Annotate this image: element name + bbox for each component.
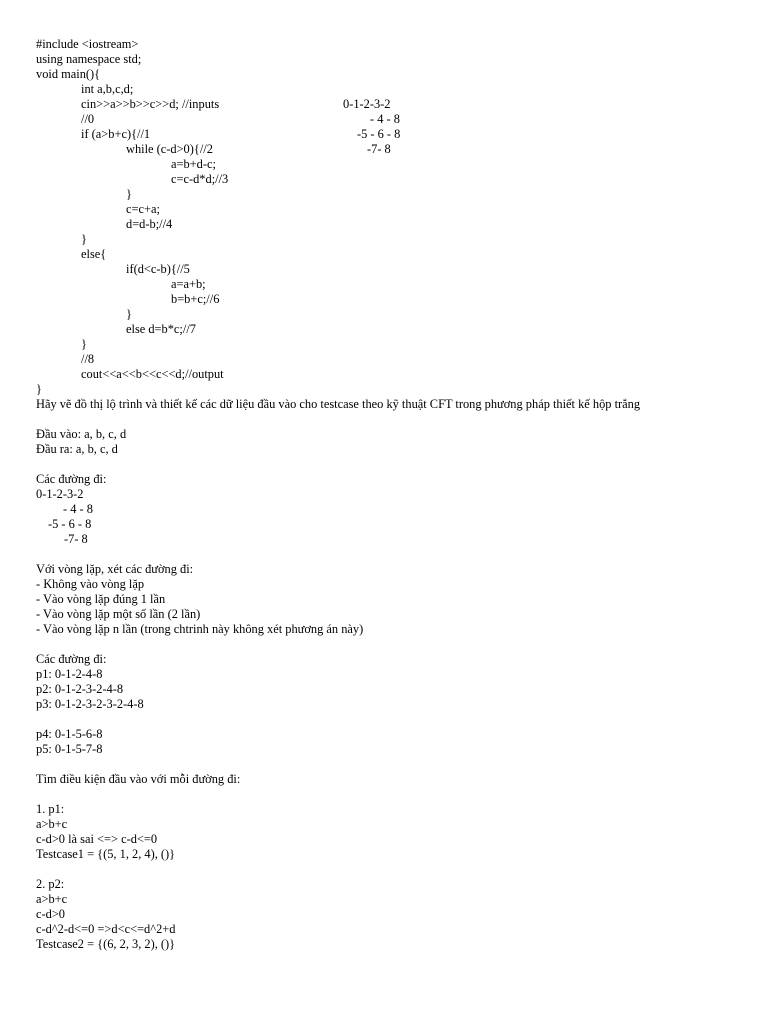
code-line-comment-0: //0 — [81, 112, 95, 126]
code-line-while-body-2: c=c-d*d;//3 — [171, 172, 229, 186]
graph-line-1: 0-1-2-3-2 — [36, 487, 84, 501]
code-line-using: using namespace std; — [36, 52, 142, 66]
code-line-while-body-1: a=b+d-c; — [171, 157, 216, 171]
code-line-if2-body-1: a=a+b; — [171, 277, 206, 291]
code-line-if-close: } — [81, 232, 87, 246]
code-line-main-open: void main(){ — [36, 67, 101, 81]
testcase2-title: 2. p2: — [36, 877, 65, 891]
code-line-if2: if(d<c-b){//5 — [126, 262, 190, 276]
code-line-main-close: } — [36, 382, 42, 396]
side-path-line-4: -7- 8 — [367, 142, 391, 156]
code-line-comment-8: //8 — [81, 352, 95, 366]
output-line: Đầu ra: a, b, c, d — [36, 442, 118, 456]
code-line-cout: cout<<a<<b<<c<<d;//output — [81, 367, 224, 381]
testcase1-title: 1. p1: — [36, 802, 65, 816]
paths-heading: Các đường đi: — [36, 472, 107, 486]
path-p5: p5: 0-1-5-7-8 — [36, 742, 103, 756]
testcase1-condition-2: c-d>0 là sai <=> c-d<=0 — [36, 832, 158, 846]
code-line-if2-close: } — [126, 307, 132, 321]
code-line-while: while (c-d>0){//2 — [126, 142, 213, 156]
graph-line-2: - 4 - 8 — [63, 502, 93, 516]
code-line-else-close: } — [81, 337, 87, 351]
testcase2-value: Testcase2 = {(6, 2, 3, 2), ()} — [36, 937, 176, 951]
loop-heading: Với vòng lặp, xét các đường đi: — [36, 562, 194, 576]
code-line-include: #include <iostream> — [36, 37, 139, 51]
conditions-heading: Tìm điều kiện đầu vào với mỗi đường đi: — [36, 772, 241, 786]
loop-case-2: - Vào vòng lặp đúng 1 lần — [36, 592, 166, 606]
code-line-else2: else d=b*c;//7 — [126, 322, 196, 336]
path-p3: p3: 0-1-2-3-2-3-2-4-8 — [36, 697, 144, 711]
path-p4: p4: 0-1-5-6-8 — [36, 727, 103, 741]
side-path-line-1: 0-1-2-3-2 — [343, 97, 391, 111]
code-line-decl: int a,b,c,d; — [81, 82, 134, 96]
testcase1-value: Testcase1 = {(5, 1, 2, 4), ()} — [36, 847, 176, 861]
task-statement: Hãy vẽ đồ thị lộ trình và thiết kế các dữ liệu đầu vào cho testcase theo kỹ thuật CFT trong phương pháp thiết kế hộp trắng — [36, 397, 641, 411]
testcase2-condition-1: a>b+c — [36, 892, 68, 906]
testcase2-condition-2: c-d>0 — [36, 907, 66, 921]
loop-case-4: - Vào vòng lặp n lần (trong chtrinh này không xét phương án này) — [36, 622, 364, 636]
path-p1: p1: 0-1-2-4-8 — [36, 667, 103, 681]
code-line-stmt-2: d=d-b;//4 — [126, 217, 173, 231]
code-line-cin: cin>>a>>b>>c>>d; //inputs — [81, 97, 220, 111]
paths-list-heading: Các đường đi: — [36, 652, 107, 666]
testcase2-condition-3: c-d^2-d<=0 =>d<c<=d^2+d — [36, 922, 176, 936]
code-line-while-close: } — [126, 187, 132, 201]
input-line: Đầu vào: a, b, c, d — [36, 427, 127, 441]
testcase1-condition-1: a>b+c — [36, 817, 68, 831]
code-line-else: else{ — [81, 247, 107, 261]
code-line-if: if (a>b+c){//1 — [81, 127, 151, 141]
loop-case-1: - Không vào vòng lặp — [36, 577, 145, 591]
loop-case-3: - Vào vòng lặp một số lần (2 lần) — [36, 607, 201, 621]
code-line-stmt-1: c=c+a; — [126, 202, 160, 216]
code-line-if2-body-2: b=b+c;//6 — [171, 292, 220, 306]
side-path-line-2: - 4 - 8 — [370, 112, 400, 126]
side-path-line-3: -5 - 6 - 8 — [357, 127, 401, 141]
path-p2: p2: 0-1-2-3-2-4-8 — [36, 682, 124, 696]
graph-line-4: -7- 8 — [64, 532, 88, 546]
graph-line-3: -5 - 6 - 8 — [48, 517, 92, 531]
